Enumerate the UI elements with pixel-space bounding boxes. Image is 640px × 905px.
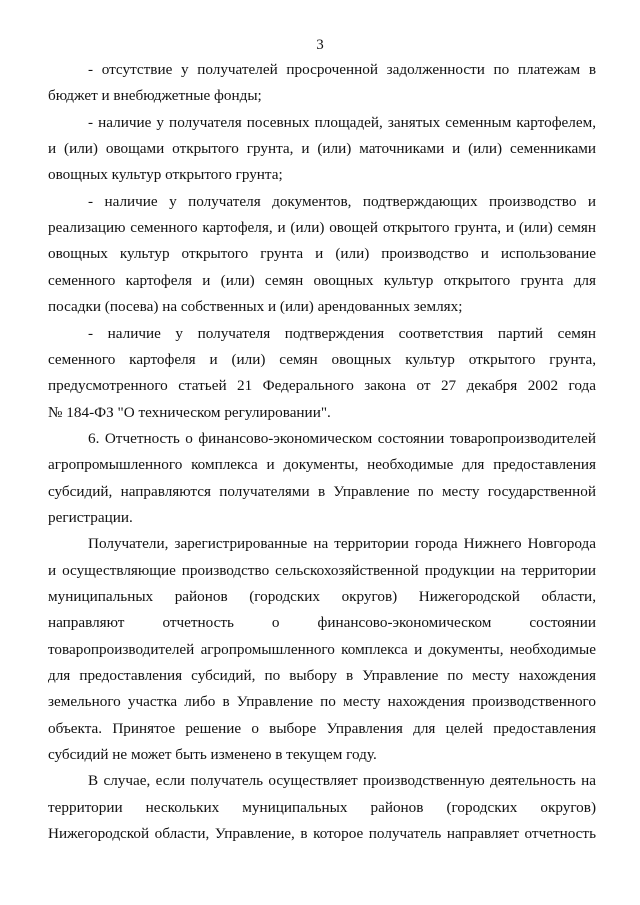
text-line: земельного участка либо в Управление по месту нахождения производственного — [48, 693, 596, 710]
text-line: реализацию семенного картофеля, и (или) овощей открытого грунта, и (или) семян — [48, 219, 596, 236]
text-line: агропромышленного комплекса и документы, необходимые для предоставления — [48, 456, 596, 473]
text-line: - наличие у получателя посевных площадей, занятых семенным картофелем, — [88, 114, 596, 131]
text-line: В случае, если получатель осуществляет производственную деятельность на — [88, 772, 596, 789]
text-line: посадки (посева) на собственных и (или) арендованных землях; — [48, 298, 463, 315]
text-line: и (или) овощами открытого грунта, и (или) маточниками и (или) семенниками — [48, 140, 596, 157]
text-line: и осуществляющие производство сельскохозяйственной продукции на территории — [48, 562, 596, 579]
text-line: субсидий, направляются получателями в Управление по месту государственной — [48, 483, 596, 500]
text-line: субсидий не может быть изменено в текущем году. — [48, 746, 377, 763]
text-line: объекта. Принятое решение о выборе Управления для целей предоставления — [48, 720, 596, 737]
text-line: муниципальных районов (городских округов) Нижегородской области, — [48, 588, 596, 605]
text-line: - наличие у получателя документов, подтверждающих производство и — [88, 193, 596, 210]
text-line: направляют отчетность о финансово-экономическом состоянии — [48, 614, 596, 631]
page-number: 3 — [316, 37, 324, 53]
text-line: товаропроизводителей агропромышленного комплекса и документы, необходимые — [48, 641, 596, 658]
text-line: овощных культур открытого грунта; — [48, 166, 283, 183]
text-line: семенного картофеля и (или) семян овощных культур открытого грунта, — [48, 351, 596, 368]
text-line: для предоставления субсидий, по выбору в Управление по месту нахождения — [48, 667, 596, 684]
text-line: Нижегородской области, Управление, в которое получатель направляет отчетность — [48, 825, 596, 842]
text-line: Получатели, зарегистрированные на территории города Нижнего Новгорода — [88, 535, 596, 552]
text-line: предусмотренного статьей 21 Федерального закона от 27 декабря 2002 года — [48, 377, 596, 394]
text-line: семенного картофеля и (или) семян овощных культур открытого грунта для — [48, 272, 596, 289]
text-line: 6. Отчетность о финансово-экономическом состоянии товаропроизводителей — [88, 430, 596, 447]
text-line: бюджет и внебюджетные фонды; — [48, 87, 262, 104]
text-line: - наличие у получателя подтверждения соответствия партий семян — [88, 325, 596, 342]
text-line: № 184-ФЗ "О техническом регулировании". — [48, 404, 331, 421]
text-line: территории нескольких муниципальных районов (городских округов) — [48, 799, 596, 816]
text-line: овощных культур открытого грунта и (или) производство и использование — [48, 245, 596, 262]
text-line: - отсутствие у получателей просроченной задолженности по платежам в — [88, 61, 596, 78]
text-line: регистрации. — [48, 509, 133, 526]
